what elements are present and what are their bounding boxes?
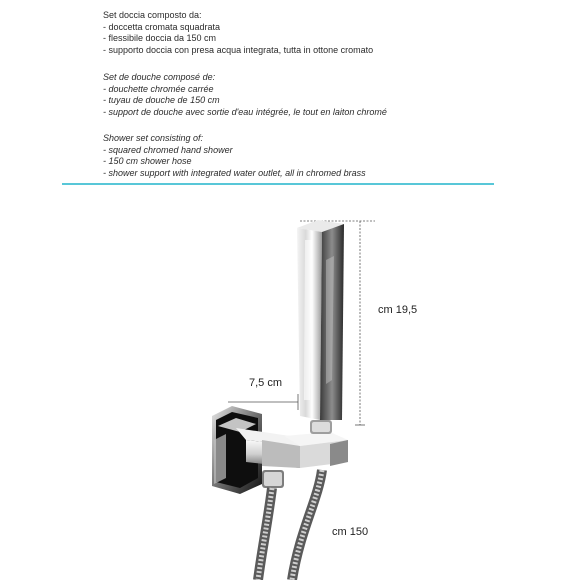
french-item: - tuyau de douche de 150 cm	[103, 95, 220, 105]
hand-shower	[297, 220, 344, 434]
shower-holder	[236, 428, 348, 468]
italian-item: - supporto doccia con presa acqua integrata, tutta in ottone cromato	[103, 44, 374, 55]
height-dimension-label: cm 19,5	[378, 304, 418, 316]
english-item: - 150 cm shower hose	[103, 156, 192, 166]
italian-item: - doccetta cromata squadrata	[103, 21, 221, 32]
shower-hose	[292, 470, 322, 580]
water-outlet	[258, 470, 284, 580]
english-item: - shower support with integrated water outlet, all in chromed brass	[103, 167, 366, 178]
hose-length-label: cm 150	[332, 526, 369, 538]
english-item: - squared chromed hand shower	[103, 144, 233, 155]
italian-title: Set doccia composto da:	[103, 10, 202, 20]
french-item: - support de douche avec sortie d'eau intégrée, le tout en laiton chromé	[103, 106, 387, 117]
italian-item: - flessibile doccia da 150 cm	[103, 33, 217, 43]
french-title: Set de douche composé de:	[103, 72, 216, 82]
english-title: Shower set consisting of:	[103, 133, 204, 143]
width-dimension-label: 7,5 cm	[249, 377, 283, 389]
french-item: - douchette chromée carrée	[103, 83, 214, 94]
